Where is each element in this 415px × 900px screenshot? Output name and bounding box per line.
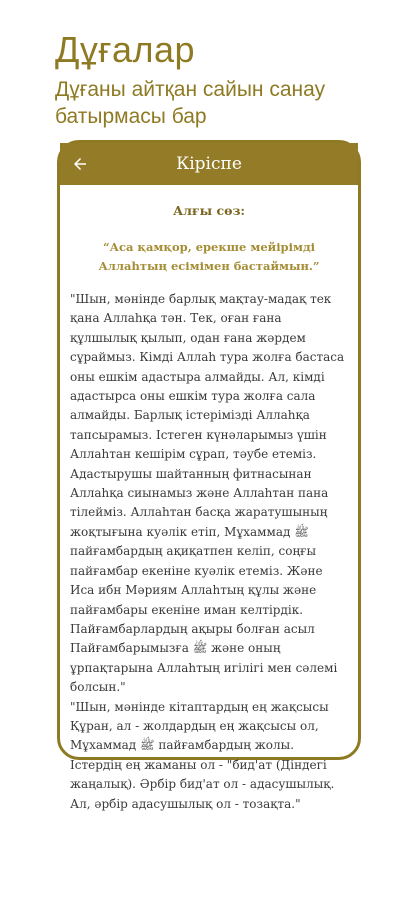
arrow-left-icon xyxy=(71,155,89,173)
promo-title: Дұғалар xyxy=(55,29,196,70)
intro-paragraph-2: "Шын, мәнінде кітаптардың ең жақсысы Құран, ал - жолдардың ең жақсысы ол, Мұхаммад ﷺ пайғамбардың жолы. Істердің ең жаманы ол - "бид'ат (Діндегі жаңалық). Әрбір бид'ат ол - адасушылық. Ал, әрбір адасушылық ол - тозақта." xyxy=(70,699,335,811)
promo-subtitle: Дұғаны айтқан сайын санау батырмасы бар xyxy=(55,78,326,128)
back-button[interactable] xyxy=(68,152,92,176)
screen-title: Кіріспе xyxy=(176,154,242,174)
content-scroll-area[interactable] xyxy=(70,185,348,811)
basmala-quote: “Аса қамқор, ерекше мейірімді Аллаһтың есімімен бастаймын.” xyxy=(98,240,320,273)
phone-frame xyxy=(57,140,361,811)
app-bar xyxy=(60,143,358,185)
intro-paragraph-1: "Шын, мәнінде барлық мақтау-мадақ тек қана Аллаһқа тән. Тек, оған ғана құлшылық қылып, одан ғана жәрдем сұраймыз. Кімді Аллаһ тура жолға бастаса оны ешкім адастыра алмайды. Ал, кімді адастырса оны ешкім тура жолға сала алмайды. Барлық істерімізді Аллаһқа тапсырамыз. Істеген күнәларымыз үшін Аллаһтан кешірім сұрап, тәубе етеміз. Адастырушы шайтанның фитнасынан Аллаһқа сиынамыз және Аллаһтан пана тілейміз. Аллаһтан басқа жаратушының жоқтығына куәлік етіп, Мұхаммад ﷺ пайғамбардың ақиқатпен келіп, соңғы пайғамбар екеніне куәлік етеміз. Және Иса ибн Мәриям Аллаһтың құлы және пайғамбары екеніне иман келтірдік. Пайғамбарлардың ақыры болған асыл Пайғамбарымызға ﷺ және оның ұрпақтарына Аллаһтың игілігі мен сәлемі болсын." xyxy=(70,292,345,695)
section-heading: Алғы сөз: xyxy=(172,203,246,218)
